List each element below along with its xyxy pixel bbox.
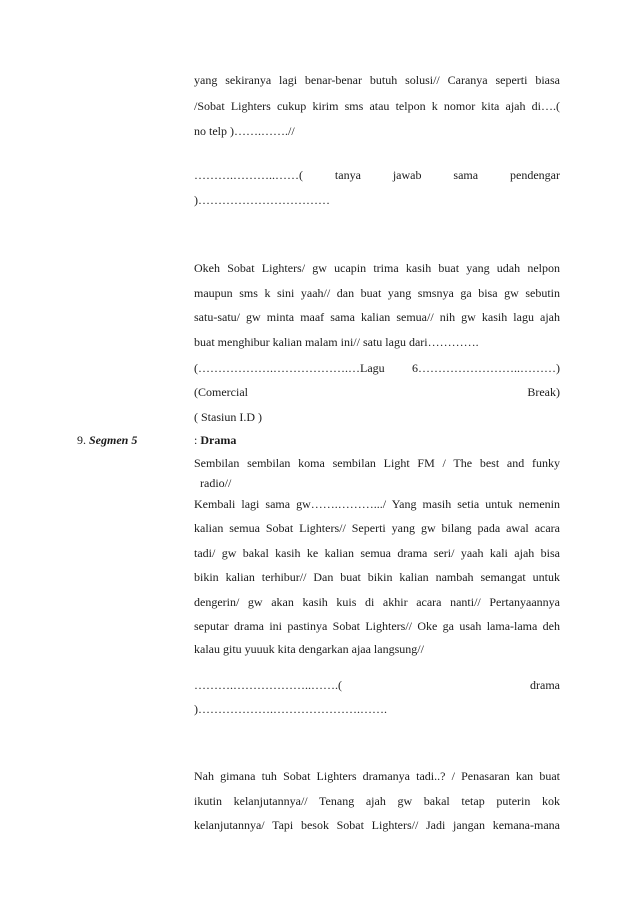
text-fragment: ……….………………..…….( — [194, 678, 342, 692]
text-fragment: pendengar — [510, 168, 560, 182]
text-line: kelanjutannya/ Tapi besok Sobat Lighters// Jadi jangan kemana-mana — [194, 818, 560, 832]
text-fragment: (……………….……………….…Lagu — [194, 361, 385, 375]
text-fragment: 6……………………..………) — [412, 361, 560, 375]
text-line: )…………………………… — [194, 193, 330, 207]
text-fragment: (Comercial — [194, 385, 248, 399]
text-line: Okeh Sobat Lighters/ gw ucapin trima kasih buat yang udah nelpon — [194, 261, 560, 275]
segment-name: Segmen 5 — [89, 433, 138, 447]
text-line: tadi/ gw bakal kasih ke kalian semua drama seri/ yaah kali ajah bisa — [194, 546, 560, 560]
text-fragment: jawab — [392, 168, 422, 182]
text-fragment: Break) — [527, 385, 560, 399]
text-line: yang sekiranya lagi benar-benar butuh solusi// Caranya seperti biasa — [194, 73, 560, 87]
commercial-line — [194, 385, 560, 399]
text-line: seputar drama ini pastinya Sobat Lighters// Oke ga usah lama-lama deh — [194, 619, 560, 633]
text-line: dengerin/ gw akan kasih kuis di akhir acara nanti// Pertanyaannya — [194, 595, 560, 609]
text-line: ikutin kelanjutannya// Tenang ajah gw bakal tetap puterin kok — [194, 794, 560, 808]
text-fragment: ……….………..……( — [194, 168, 303, 182]
text-line: satu-satu/ gw minta maaf sama kalian semua// nih gw kasih lagu ajah — [194, 310, 560, 324]
drama-line — [194, 678, 560, 692]
song-line — [194, 361, 560, 375]
text-line: kalau gitu yuuuk kita dengarkan ajaa langsung// — [194, 642, 424, 656]
text-line: Kembali lagi sama gw…….……….../ Yang masih setia untuk nemenin — [194, 497, 560, 511]
segment-label — [77, 433, 137, 447]
text-line: radio// — [194, 476, 232, 490]
text-fragment: drama — [530, 678, 560, 692]
text-line: /Sobat Lighters cukup kirim sms atau telpon k nomor kita ajah di….( — [194, 99, 560, 113]
dialogue-line — [194, 168, 560, 182]
text-line: maupun sms k sini yaah// dan buat yang smsnya ga bisa gw sebutin — [194, 286, 560, 300]
segment-colon: : — [194, 433, 201, 447]
text-line: buat menghibur kalian malam ini// satu lagu dari…………. — [194, 335, 479, 349]
text-fragment: tanya — [334, 168, 361, 182]
segment-title-text: Drama — [200, 433, 237, 447]
text-line: Sembilan sembilan koma sembilan Light FM / The best and funky — [194, 456, 560, 470]
segment-title — [194, 433, 560, 447]
text-line: bikin kalian terhibur// Dan buat bikin kalian nambah semangat untuk — [194, 570, 560, 584]
text-line: )……………….………………….……. — [194, 702, 387, 716]
segment-number: 9. — [77, 433, 86, 447]
text-line: no telp )…….…….// — [194, 124, 295, 138]
text-line: kalian semua Sobat Lighters// Seperti yang gw bilang pada awal acara — [194, 521, 560, 535]
text-line: ( Stasiun I.D ) — [194, 410, 262, 424]
text-line: Nah gimana tuh Sobat Lighters dramanya tadi..? / Penasaran kan buat — [194, 769, 560, 783]
text-fragment: sama — [453, 168, 479, 182]
